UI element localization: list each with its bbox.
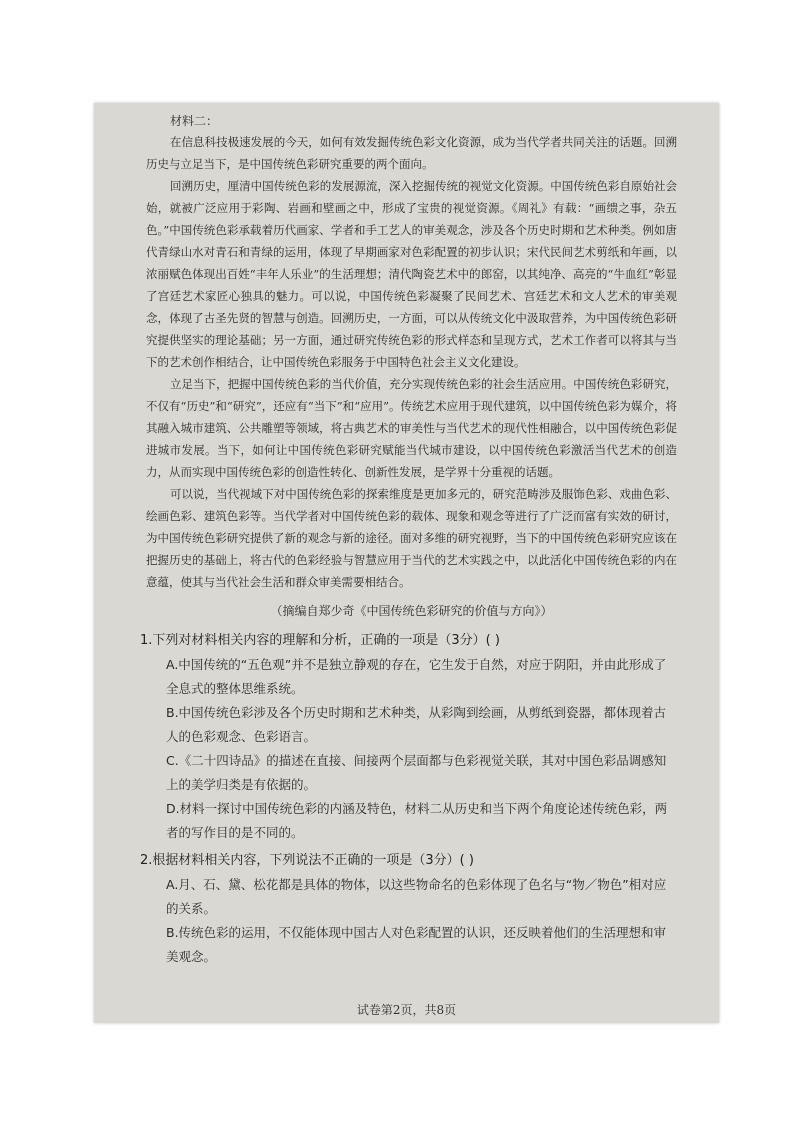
paragraph-history: 回溯历史，厘清中国传统色彩的发展源流，深入挖掘传统的视觉文化资源。中国传统色彩自原始社会始，就被广泛应用于彩陶、岩画和壁画之中，形成了宝贵的视觉资源。《周礼》有载：“画缋之事，杂五色。”中国传统色彩承载着历代画家、学者和手工艺人的审美观念，涉及各个历史时期和艺术种类。例如唐代青绿山水对青石和青绿的运用，体现了早期画家对色彩配置的初步认识；宋代民间艺术剪纸和年画，以浓丽赋色体现出百姓“丰年人乐业”的生活理想；清代陶瓷艺术中的郎窑，以其纯净、高亮的“牛血红”彰显了宫廷艺术家匠心独具的魅力。可以说，中国传统色彩凝聚了民间艺术、宫廷艺术和文人艺术的审美观念，体现了古圣先贤的智慧与创造。回溯历史，一方面，可以从传统文化中汲取营养，为中国传统色彩研究提供坚实的理论基础；另一方面，通过研究传统色彩的形式样态和呈现方式，艺术工作者可以将其与当下的艺术创作相结合，让中国传统色彩服务于中国特色社会主义文化建设。 — [146, 179, 677, 369]
question-1-stem: 1.下列对材料相关内容的理解和分析，正确的一项是（3分）( ) — [140, 633, 500, 648]
paragraph-conclusion: 可以说，当代视域下对中国传统色彩的探索维度是更加多元的，研究范畴涉及服饰色彩、戏曲色彩、绘画色彩、建筑色彩等。当代学者对中国传统色彩的载体、现象和观念等进行了广泛而富有实效的研讨，为中国传统色彩研究提供了新的观念与新的途径。面对多维的研究视野，当下的中国传统色彩研究应该在把握历史的基础上，将古代的色彩经验与智慧应用于当代的艺术实践之中，以此活化中国传统色彩的内在意蕴，使其与当代社会生活和群众审美需要相结合。 — [146, 487, 677, 589]
page-footer: 试卷第2页，共8页 — [356, 1003, 457, 1017]
question-1-option-a: A.中国传统的“五色观”并不是独立静观的存在，它生发于自然，对应于阴阳，并由此形成了全息式的整体思维系统。 — [166, 657, 667, 696]
question-1-option-d: D.材料一探讨中国传统色彩的内涵及特色，材料二从历史和当下两个角度论述传统色彩，两者的写作目的是不同的。 — [166, 801, 668, 840]
question-2-option-a: A.月、石、黛、松花都是具体的物体，以这些物命名的色彩体现了色名与“物／物色”相对应的关系。 — [166, 877, 667, 916]
paragraph-intro: 在信息科技极速发展的今天，如何有效发掘传统色彩文化资源，成为当代学者共同关注的话题。回溯历史与立足当下，是中国传统色彩研究重要的两个面向。 — [146, 135, 677, 171]
source-citation: （摘编自郑少奇《中国传统色彩研究的价值与方向》） — [270, 604, 553, 618]
question-2-stem: 2.根据材料相关内容，下列说法不正确的一项是（3分）( ) — [140, 853, 474, 868]
material-heading: 材料二： — [170, 114, 219, 128]
question-1-option-b: B.中国传统色彩涉及各个历史时期和艺术种类，从彩陶到绘画，从剪纸到瓷器，都体现着古人的色彩观念、色彩语言。 — [166, 705, 667, 744]
question-1-option-c: C.《二十四诗品》的描述在直接、间接两个层面都与色彩视觉关联，其对中国色彩品调感知上的美学归类是有依据的。 — [166, 753, 667, 792]
question-2-option-b: B.传统色彩的运用，不仅能体现中国古人对色彩配置的认识，还反映着他们的生活理想和审美观念。 — [166, 925, 667, 964]
exam-page — [94, 103, 719, 1023]
paragraph-present: 立足当下，把握中国传统色彩的当代价值，充分实现传统色彩的社会生活应用。中国传统色彩研究，不仅有“历史”和“研究”，还应有“当下”和“应用”。传统艺术应用于现代建筑，以中国传统色彩为媒介，将其融入城市建筑、公共雕塑等领域，将古典艺术的审美性与当代艺术的现代性相融合，以中国传统色彩促进城市发展。当下，如何让中国传统色彩研究赋能当代城市建设，以中国传统色彩激活当代艺术的创造力，从而实现中国传统色彩的创造性转化、创新性发展，是学界十分重视的话题。 — [146, 377, 677, 479]
